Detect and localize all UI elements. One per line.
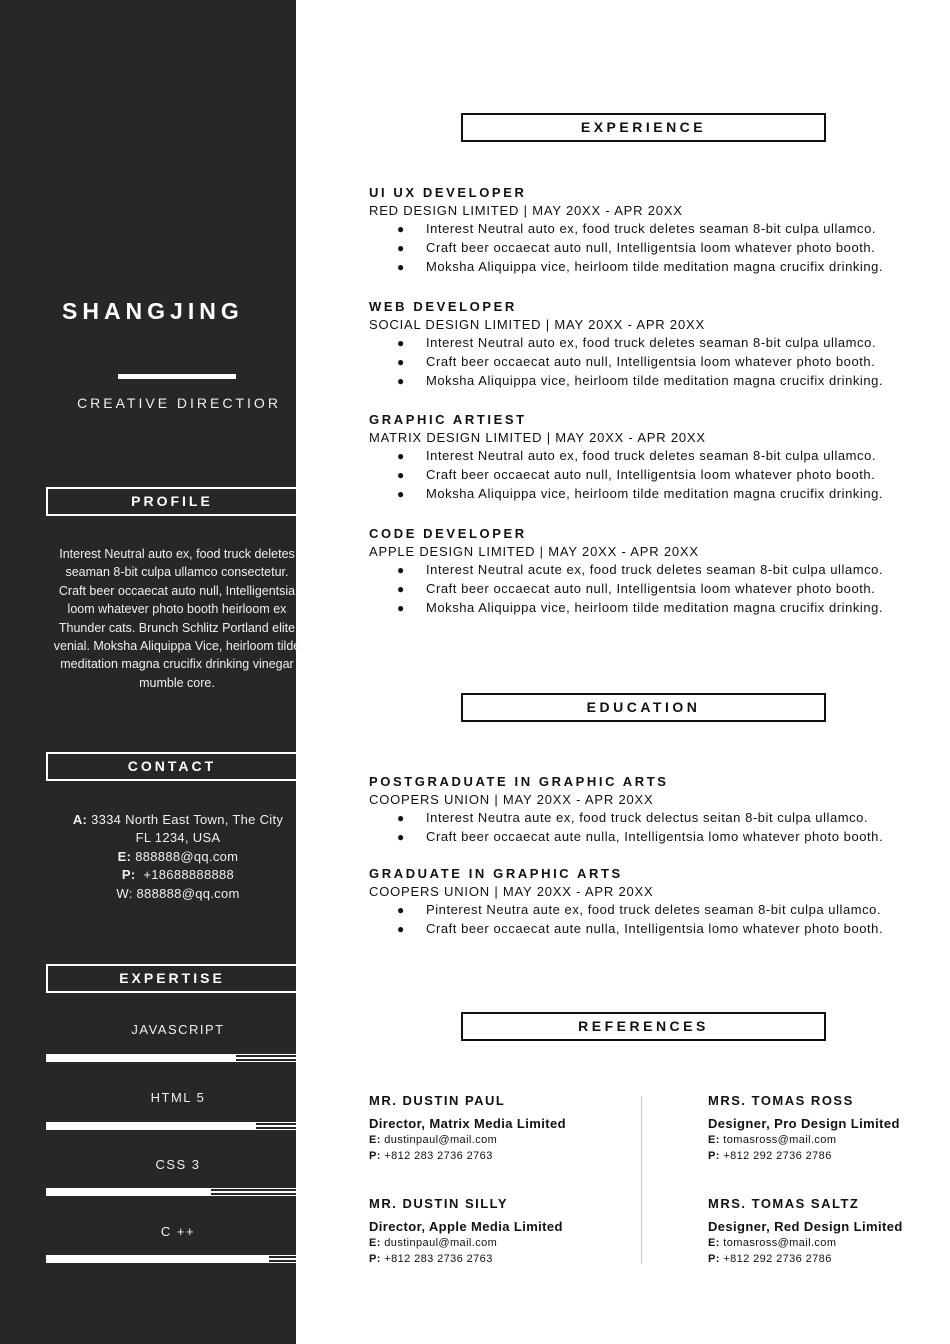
bullet-icon: ● xyxy=(397,487,405,501)
school-name: COOPERS UNION | MAY 20XX - APR 20XX xyxy=(369,792,654,807)
candidate-name: SHANGJING xyxy=(62,298,244,324)
list-item: ● Craft beer occaecat auto null, Intelligentsia loom whatever photo booth. xyxy=(369,580,929,599)
degree-title: GRADUATE IN GRAPHIC ARTS xyxy=(369,866,623,881)
bullet-icon: ● xyxy=(397,241,405,256)
experience-heading: EXPERIENCE xyxy=(461,113,826,142)
job-title: GRAPHIC ARTIEST xyxy=(369,412,527,427)
reference-email: E: dustinpaul@mail.com xyxy=(369,1237,498,1249)
bullet-icon: ● xyxy=(397,582,405,597)
reference-email: E: tomasross@mail.com xyxy=(708,1134,837,1146)
list-item: ● Interest Neutral auto ex, food truck deletes seaman 8-bit culpa ullamco. xyxy=(369,220,929,239)
job-company: MATRIX DESIGN LIMITED | MAY 20XX - APR 20XX xyxy=(369,430,706,445)
skill-bar-fill xyxy=(47,1256,269,1262)
reference-phone: P: +812 292 2736 2786 xyxy=(708,1150,832,1162)
bullet-icon: ● xyxy=(397,449,405,464)
education-entry xyxy=(369,772,929,847)
list-item: ● Moksha Aliquippa vice, heirloom tilde meditation magna crucifix drinking. xyxy=(369,485,929,504)
education-heading: EDUCATION xyxy=(461,693,826,722)
job-title: WEB DEVELOPER xyxy=(369,299,517,314)
phone-label: P: xyxy=(121,867,136,883)
bullet-icon: ● xyxy=(397,922,405,937)
bullet-icon: ● xyxy=(397,355,405,370)
bullet-icon: ● xyxy=(397,830,405,845)
skill-label: CSS 3 xyxy=(155,1157,201,1172)
phone-value: +18688888888 xyxy=(143,867,235,883)
bullet-icon: ● xyxy=(397,260,405,274)
job-company: APPLE DESIGN LIMITED | MAY 20XX - APR 20XX xyxy=(369,544,699,559)
address-line2: FL 1234, USA xyxy=(135,830,221,846)
skill-bar-fill xyxy=(47,1055,236,1061)
skill-bar xyxy=(46,1188,296,1196)
email-label: E: xyxy=(117,848,132,864)
skill-bar-fill xyxy=(47,1123,256,1129)
email-value: 888888@qq.com xyxy=(135,848,239,864)
list-item: ● Interest Neutra aute ex, food truck delectus seitan 8-bit culpa ullamco. xyxy=(369,809,929,828)
job-entry xyxy=(369,524,929,618)
list-item: ● Interest Neutral auto ex, food truck deletes seaman 8-bit culpa ullamco. xyxy=(369,334,929,353)
education-entry xyxy=(369,864,929,939)
degree-title: POSTGRADUATE IN GRAPHIC ARTS xyxy=(369,774,669,789)
profile-heading: PROFILE xyxy=(46,487,296,516)
reference-position: Designer, Pro Design Limited xyxy=(708,1116,900,1131)
job-company: SOCIAL DESIGN LIMITED | MAY 20XX - APR 20XX xyxy=(369,317,705,332)
job-entry xyxy=(369,183,929,277)
job-entry xyxy=(369,297,929,391)
bullet-icon: ● xyxy=(397,601,405,615)
bullet-icon: ● xyxy=(397,563,405,578)
candidate-role: CREATIVE DIRECTIOR xyxy=(77,395,281,411)
list-item: ● Interest Neutral acute ex, food truck deletes seaman 8-bit culpa ullamco. xyxy=(369,561,929,580)
reference-card xyxy=(369,1195,609,1267)
reference-phone: P: +812 292 2736 2786 xyxy=(708,1253,832,1265)
reference-name: MR. DUSTIN SILLY xyxy=(369,1196,509,1211)
skill-bar xyxy=(46,1054,296,1062)
education-bullets xyxy=(369,809,929,847)
reference-name: MRS. TOMAS SALTZ xyxy=(708,1196,860,1211)
school-name: COOPERS UNION | MAY 20XX - APR 20XX xyxy=(369,884,654,899)
reference-name: MR. DUSTIN PAUL xyxy=(369,1093,506,1108)
contact-web xyxy=(50,885,306,903)
bullet-icon: ● xyxy=(397,811,405,826)
bullet-icon: ● xyxy=(397,903,405,918)
reference-phone: P: +812 283 2736 2763 xyxy=(369,1253,493,1265)
contact-email xyxy=(50,848,306,866)
reference-card xyxy=(708,1195,948,1267)
bullet-icon: ● xyxy=(397,222,405,237)
job-bullets xyxy=(369,334,929,390)
bullet-icon: ● xyxy=(397,468,405,483)
profile-text: Interest Neutral auto ex, food truck deletes seaman 8-bit culpa ullamco consectetur. Craft beer occaecat auto null, Intelligentsia loom whatever photo booth heirloom ex Thunder cats. Brunch Schlitz Portland elite venial. Moksha Aliquippa Vice, heirloom tilde meditation magna crucifix drinking vinegar mumble core. xyxy=(53,547,301,690)
reference-phone: P: +812 283 2736 2763 xyxy=(369,1150,493,1162)
web-value: 888888@qq.com xyxy=(136,885,240,901)
contact-address xyxy=(50,811,306,829)
address-line1: 3334 North East Town, The City xyxy=(91,812,284,827)
expertise-heading: EXPERTISE xyxy=(46,964,296,993)
skill-bar xyxy=(46,1255,296,1263)
list-item: ● Craft beer occaecat aute nulla, Intelligentsia lomo whatever photo booth. xyxy=(369,920,929,939)
reference-position: Director, Apple Media Limited xyxy=(369,1219,563,1234)
contact-phone xyxy=(50,866,306,884)
job-title: UI UX DEVELOPER xyxy=(369,185,527,200)
job-bullets xyxy=(369,220,929,276)
reference-card xyxy=(708,1092,948,1164)
name-divider xyxy=(118,374,236,379)
sidebar xyxy=(0,0,301,1344)
list-item: ● Craft beer occaecat aute nulla, Intelligentsia lomo whatever photo booth. xyxy=(369,828,929,847)
skill-bar-fill xyxy=(47,1189,211,1195)
job-company: RED DESIGN LIMITED | MAY 20XX - APR 20XX xyxy=(369,203,683,218)
job-title: CODE DEVELOPER xyxy=(369,526,527,541)
list-item: ● Moksha Aliquippa vice, heirloom tilde meditation magna crucifix drinking. xyxy=(369,258,929,277)
list-item: ● Moksha Aliquippa vice, heirloom tilde meditation magna crucifix drinking. xyxy=(369,372,929,391)
reference-email: E: tomasross@mail.com xyxy=(708,1237,837,1249)
bullet-icon: ● xyxy=(397,336,405,351)
bullet-icon: ● xyxy=(397,374,405,388)
list-item: ● Interest Neutral auto ex, food truck deletes seaman 8-bit culpa ullamco. xyxy=(369,447,929,466)
list-item: ● Moksha Aliquippa vice, heirloom tilde meditation magna crucifix drinking. xyxy=(369,599,929,618)
job-bullets xyxy=(369,447,929,503)
list-item: ● Craft beer occaecat auto null, Intelligentsia loom whatever photo booth. xyxy=(369,353,929,372)
education-bullets xyxy=(369,901,929,939)
references-divider xyxy=(641,1096,642,1264)
reference-position: Director, Matrix Media Limited xyxy=(369,1116,566,1131)
reference-position: Designer, Red Design Limited xyxy=(708,1219,903,1234)
list-item: ● Craft beer occaecat auto null, Intelligentsia loom whatever photo booth. xyxy=(369,466,929,485)
reference-email: E: dustinpaul@mail.com xyxy=(369,1134,498,1146)
skill-label: C ++ xyxy=(160,1224,196,1239)
reference-name: MRS. TOMAS ROSS xyxy=(708,1093,854,1108)
job-bullets xyxy=(369,561,929,617)
job-entry xyxy=(369,410,929,504)
skill-label: HTML 5 xyxy=(150,1090,206,1105)
list-item: ● Craft beer occaecat auto null, Intelligentsia loom whatever photo booth. xyxy=(369,239,929,258)
contact-block xyxy=(50,811,306,903)
list-item: ● Pinterest Neutra aute ex, food truck deletes seaman 8-bit culpa ullamco. xyxy=(369,901,929,920)
skill-label: JAVASCRIPT xyxy=(131,1022,225,1037)
web-label: W: xyxy=(116,885,133,901)
reference-card xyxy=(369,1092,609,1164)
skill-bar xyxy=(46,1122,296,1130)
references-heading: REFERENCES xyxy=(461,1012,826,1041)
address-label: A: xyxy=(72,812,88,827)
contact-heading: CONTACT xyxy=(46,752,296,781)
